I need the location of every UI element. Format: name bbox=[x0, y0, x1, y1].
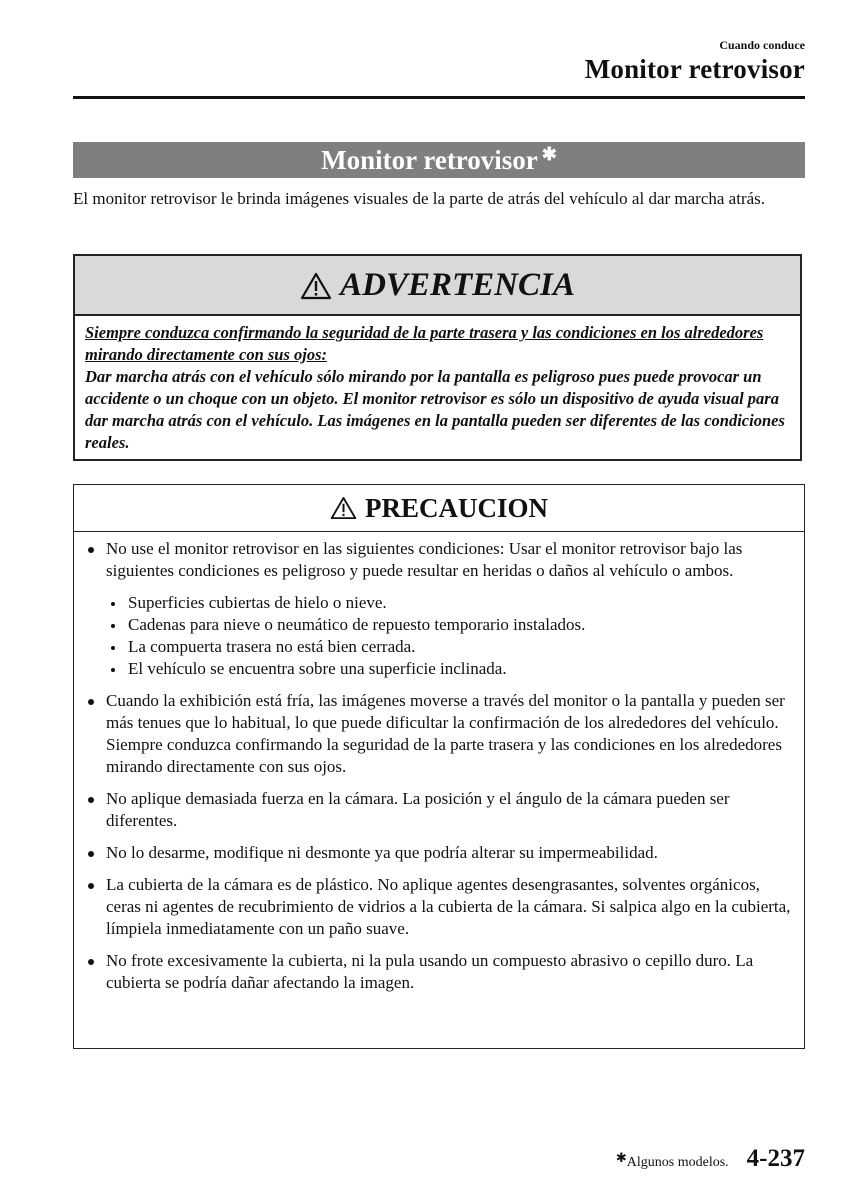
list-item-text: No aplique demasiada fuerza en la cámara. La posición y el ángulo de la cámara pueden ser diferentes. bbox=[106, 789, 730, 830]
sub-list-item-text: El vehículo se encuentra sobre una superficie inclinada. bbox=[128, 659, 507, 678]
warning-title: ADVERTENCIA bbox=[340, 266, 575, 303]
warning-box bbox=[73, 254, 802, 461]
warning-header bbox=[75, 256, 800, 316]
bullet-icon bbox=[88, 851, 94, 857]
asterisk-icon: ✱ bbox=[541, 143, 557, 164]
sub-list-item bbox=[106, 658, 794, 680]
page-title: Monitor retrovisor bbox=[584, 54, 805, 84]
bullet-icon bbox=[88, 547, 94, 553]
sub-list-item bbox=[106, 614, 794, 636]
header-divider bbox=[73, 96, 805, 99]
warning-triangle-icon bbox=[300, 272, 332, 300]
list-item-text: Cuando la exhibición está fría, las imágenes moverse a través del monitor o la pantalla y pueden ser más tenues que lo habitual, lo que puede dificultar la confirmación de los alrededores del vehículo. Siempre conduzca confirmando la seguridad de la parte trasera y las condiciones en los alrededores mirando directamente con sus ojos. bbox=[106, 691, 785, 776]
section-heading bbox=[73, 142, 805, 178]
sub-bullet-icon bbox=[111, 602, 115, 606]
sub-list-item bbox=[106, 636, 794, 658]
list-item bbox=[86, 690, 794, 778]
caution-triangle-icon bbox=[330, 496, 357, 520]
list-item bbox=[86, 842, 794, 864]
list-item bbox=[86, 950, 794, 994]
asterisk-icon: ✱ bbox=[615, 1150, 627, 1165]
list-item-text: No frote excesivamente la cubierta, ni la pula usando un compuesto abrasivo o cepillo duro. La cubierta se podría dañar afectando la imagen. bbox=[106, 951, 754, 992]
sub-list-item-text: Superficies cubiertas de hielo o nieve. bbox=[128, 593, 387, 612]
sub-bullet-icon bbox=[111, 668, 115, 672]
list-item bbox=[86, 538, 794, 680]
sub-list-item bbox=[106, 592, 794, 614]
caution-list bbox=[74, 532, 804, 994]
chapter-label: Cuando conduce bbox=[719, 38, 805, 52]
sub-bullet-icon bbox=[111, 624, 115, 628]
warning-underlined-text: Siempre conduzca confirmando la seguridad de la parte trasera y las condiciones en los alrededores mirando directamente con sus ojos: bbox=[85, 323, 764, 364]
page-number: 4-237 bbox=[746, 1145, 805, 1172]
list-item bbox=[86, 874, 794, 940]
caution-box bbox=[73, 484, 805, 1049]
list-item-text: No use el monitor retrovisor en las siguientes condiciones: Usar el monitor retrovisor bajo las siguientes condiciones es peligroso y puede resultar en heridas o daños al vehículo o ambos. bbox=[106, 539, 743, 580]
list-item bbox=[86, 788, 794, 832]
caution-title: PRECAUCION bbox=[364, 492, 548, 523]
list-item-text: La cubierta de la cámara es de plástico. No aplique agentes desengrasantes, solventes orgánicos, ceras ni agentes de recubrimiento de vidrios a la cubierta de la cámara. Si salpica algo en la cubierta, límpiela inmediatamente con un paño suave. bbox=[106, 875, 791, 938]
bullet-icon bbox=[88, 959, 94, 965]
warning-body-text: Dar marcha atrás con el vehículo sólo mirando por la pantalla es peligroso pues puede provocar un accidente o un choque con un objeto. El monitor retrovisor es sólo un dispositivo de ayuda visual para dar marcha atrás con el vehículo. Las imágenes en la pantalla pueden ser diferentes de las condiciones reales. bbox=[85, 367, 785, 452]
warning-text bbox=[75, 316, 800, 454]
caution-header bbox=[74, 485, 804, 532]
bullet-icon bbox=[88, 883, 94, 889]
bullet-icon bbox=[88, 797, 94, 803]
footnote bbox=[615, 1150, 729, 1171]
sub-list bbox=[106, 592, 794, 680]
section-heading-text: Monitor retrovisor bbox=[321, 144, 538, 175]
footnote-text: Algunos modelos. bbox=[626, 1155, 729, 1170]
intro-paragraph: El monitor retrovisor le brinda imágenes visuales de la parte de atrás del vehículo al dar marcha atrás. bbox=[73, 189, 766, 208]
sub-list-item-text: La compuerta trasera no está bien cerrada. bbox=[128, 637, 416, 656]
bullet-icon bbox=[88, 699, 94, 705]
sub-list-item-text: Cadenas para nieve o neumático de repuesto temporario instalados. bbox=[128, 615, 586, 634]
list-item-text: No lo desarme, modifique ni desmonte ya que podría alterar su impermeabilidad. bbox=[106, 843, 658, 862]
sub-bullet-icon bbox=[111, 646, 115, 650]
page-footer bbox=[616, 1145, 805, 1173]
